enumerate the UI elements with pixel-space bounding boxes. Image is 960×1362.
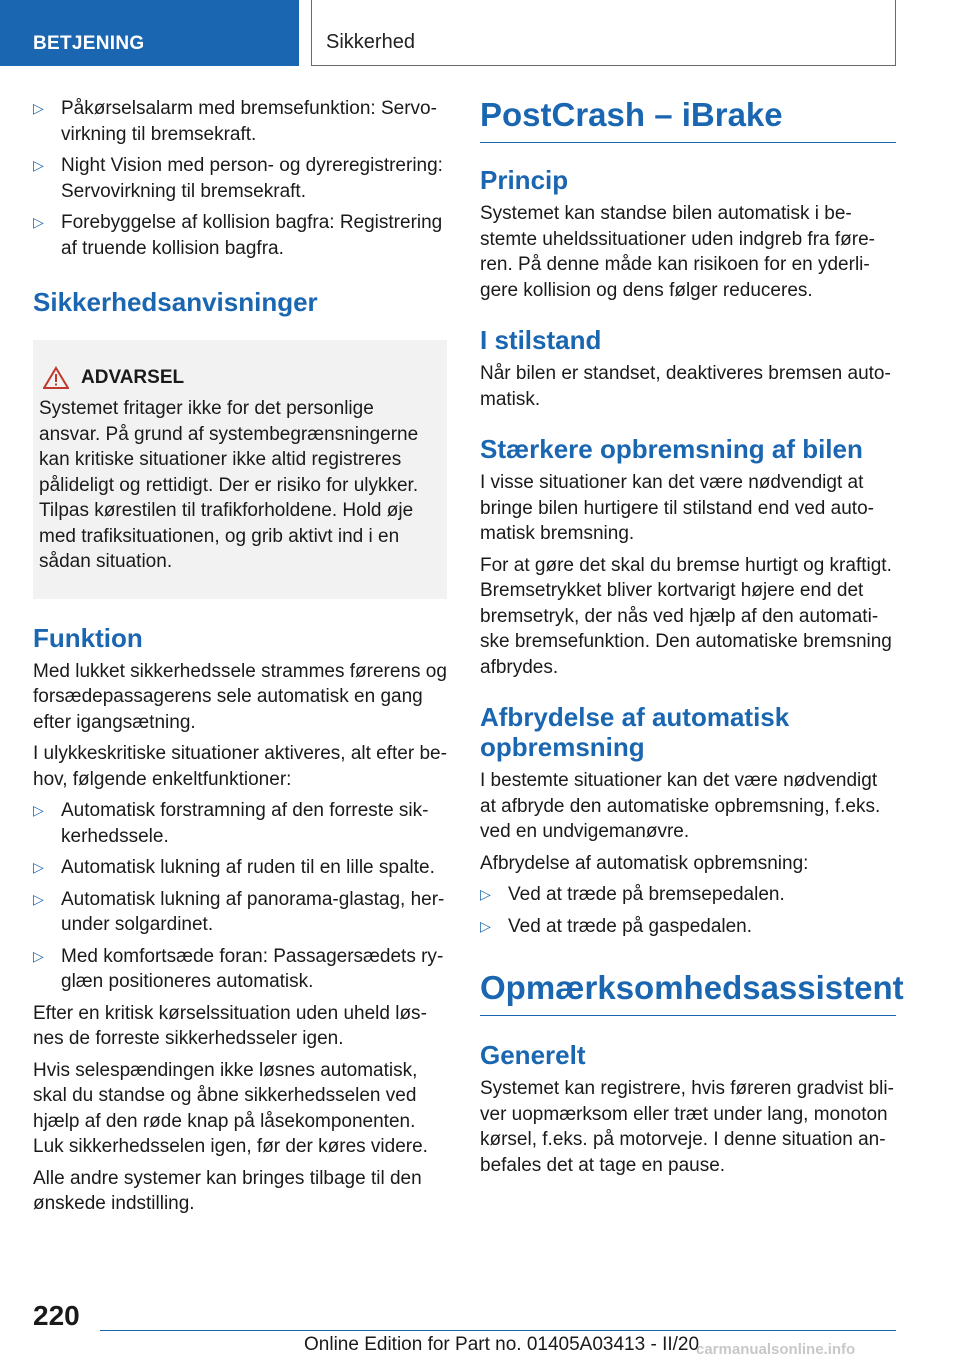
paragraph: For at gøre det skal du bremse hurtigt og kraftigt. Bremsetrykket bliver kortvarigt højere end det bremsetryk, der nås ved hjælp af den automatiske bremsefunktion. Den automatiske bremsning afbrydes. [480,554,892,678]
section-title-postcrash: PostCrash – iBrake [480,96,896,143]
function-bullet-list [33,798,447,995]
heading-stronger-braking: Stærkere opbremsning af bilen [480,434,863,464]
triangle-bullet-icon: ▷ [480,886,491,902]
heading-principle: Princip [480,165,569,195]
section-title-attention: Opmærksomhedsassistent [480,969,896,1016]
list-item: ▷ Night Vision med person- og dyreregistrering: Servovirkning til bremsekraft. [33,155,443,202]
page-header [0,0,960,66]
list-item: ▷ Automatisk lukning af panorama-glastag, herunder solgardinet. [33,888,445,935]
heading-standstill: I stilstand [480,325,602,355]
warning-triangle-icon [43,366,69,390]
list-item: ▷ Automatisk forstramning af den forreste sikkerhedssele. [33,800,429,847]
heading-function: Funktion [33,622,143,653]
triangle-bullet-icon: ▷ [33,947,44,964]
triangle-bullet-icon: ▷ [33,859,44,875]
warning-label: ADVARSEL [81,367,185,388]
list-item: ▷ Forebyggelse af kollision bagfra: Registrering af truende kollision bagfra. [33,212,443,259]
heading-interrupt: Afbrydelse af automatisk opbremsning [480,702,790,762]
paragraph: I bestemte situationer kan det være nødvendigt at afbryde den automatiske opbremsning, f.eks. ved en undvigemanøvre. [480,770,881,842]
paragraph: I ulykkeskritiske situationer aktiveres, alt efter behov, følgende enkeltfunktioner: [33,743,447,790]
paragraph: Systemet kan registrere, hvis føreren gradvist bliver uopmærksom eller træt under lang, monoton kørsel, f.eks. på motorveje. I denne situation anbefales det at tage en pause. [480,1078,894,1176]
section-tab: BETJENING [0,0,299,66]
edition-text: Online Edition for Part no. 01405A03413 - II/20 [304,1334,700,1355]
heading-general: Generelt [480,1040,586,1070]
list-item: ▷ Med komfortsæde foran: Passagersædets ryglæn positioneres automatisk. [33,945,444,992]
list-item: ▷ Automatisk lukning af ruden til en lille spalte. [33,855,447,881]
left-column [33,96,447,1223]
triangle-bullet-icon: ▷ [33,802,44,818]
paragraph: Hvis selespændingen ikke løsnes automatisk, skal du standse og åbne sikkerhedsselen ved hjælp af den røde knap på låsekomponenten. Luk sikkerhedsselen igen, før der køres videre. [33,1059,428,1157]
list-item: ▷ Ved at træde på bremsepedalen. [480,882,896,908]
top-bullet-list [33,96,447,261]
interrupt-bullet-list [480,882,896,939]
triangle-bullet-icon: ▷ [33,100,44,116]
right-column [480,96,904,1184]
paragraph: Systemet kan standse bilen automatisk i bestemte uheldssituationer uden indgreb fra føreren. På denne måde kan risikoen for en yderligere kollision og dens følger reduceres. [480,203,875,301]
chapter-title: Sikkerhed [311,0,896,66]
paragraph: Når bilen er standset, deaktiveres bremsen automatisk. [480,363,891,410]
paragraph: I visse situationer kan det være nødvendigt at bringe bilen hurtigere til stilstand end ved automatisk bremsning. [480,472,874,544]
paragraph: Efter en kritisk kørselssituation uden uheld løsnes de forreste sikkerhedsseler igen. [33,1002,427,1049]
triangle-bullet-icon: ▷ [33,157,44,173]
list-item: ▷ Ved at træde på gaspedalen. [480,914,896,940]
triangle-bullet-icon: ▷ [33,890,44,907]
paragraph: Med lukket sikkerhedssele strammes førerens og forsædepassagerens sele automatisk en gang efter igangsætning. [33,660,447,733]
footer-divider [100,1330,896,1331]
page-number: 220 [33,1300,80,1331]
watermark: carmanualsonline.info [696,1341,856,1358]
list-item: ▷ Påkørselsalarm med bremsefunktion: Servovirkning til bremsekraft. [33,98,437,145]
heading-safety: Sikkerhedsanvisninger [33,287,318,317]
triangle-bullet-icon: ▷ [33,214,44,230]
warning-box [33,340,447,599]
triangle-bullet-icon: ▷ [480,917,491,934]
paragraph: Afbrydelse af automatisk opbremsning: [480,852,809,874]
warning-text: Systemet fritager ikke for det personlige ansvar. På grund af systembegrænsningerne kan kritiske situationer ikke altid registreres pålideligt og rettidigt. Der er risiko for ulykker. Tilpas kørestilen til trafikforholdene. Hold øje med trafiksituationen, og grib aktivt ind i en sådan situation. [39,398,419,572]
paragraph: Alle andre systemer kan bringes tilbage til den ønskede indstilling. [33,1167,422,1214]
